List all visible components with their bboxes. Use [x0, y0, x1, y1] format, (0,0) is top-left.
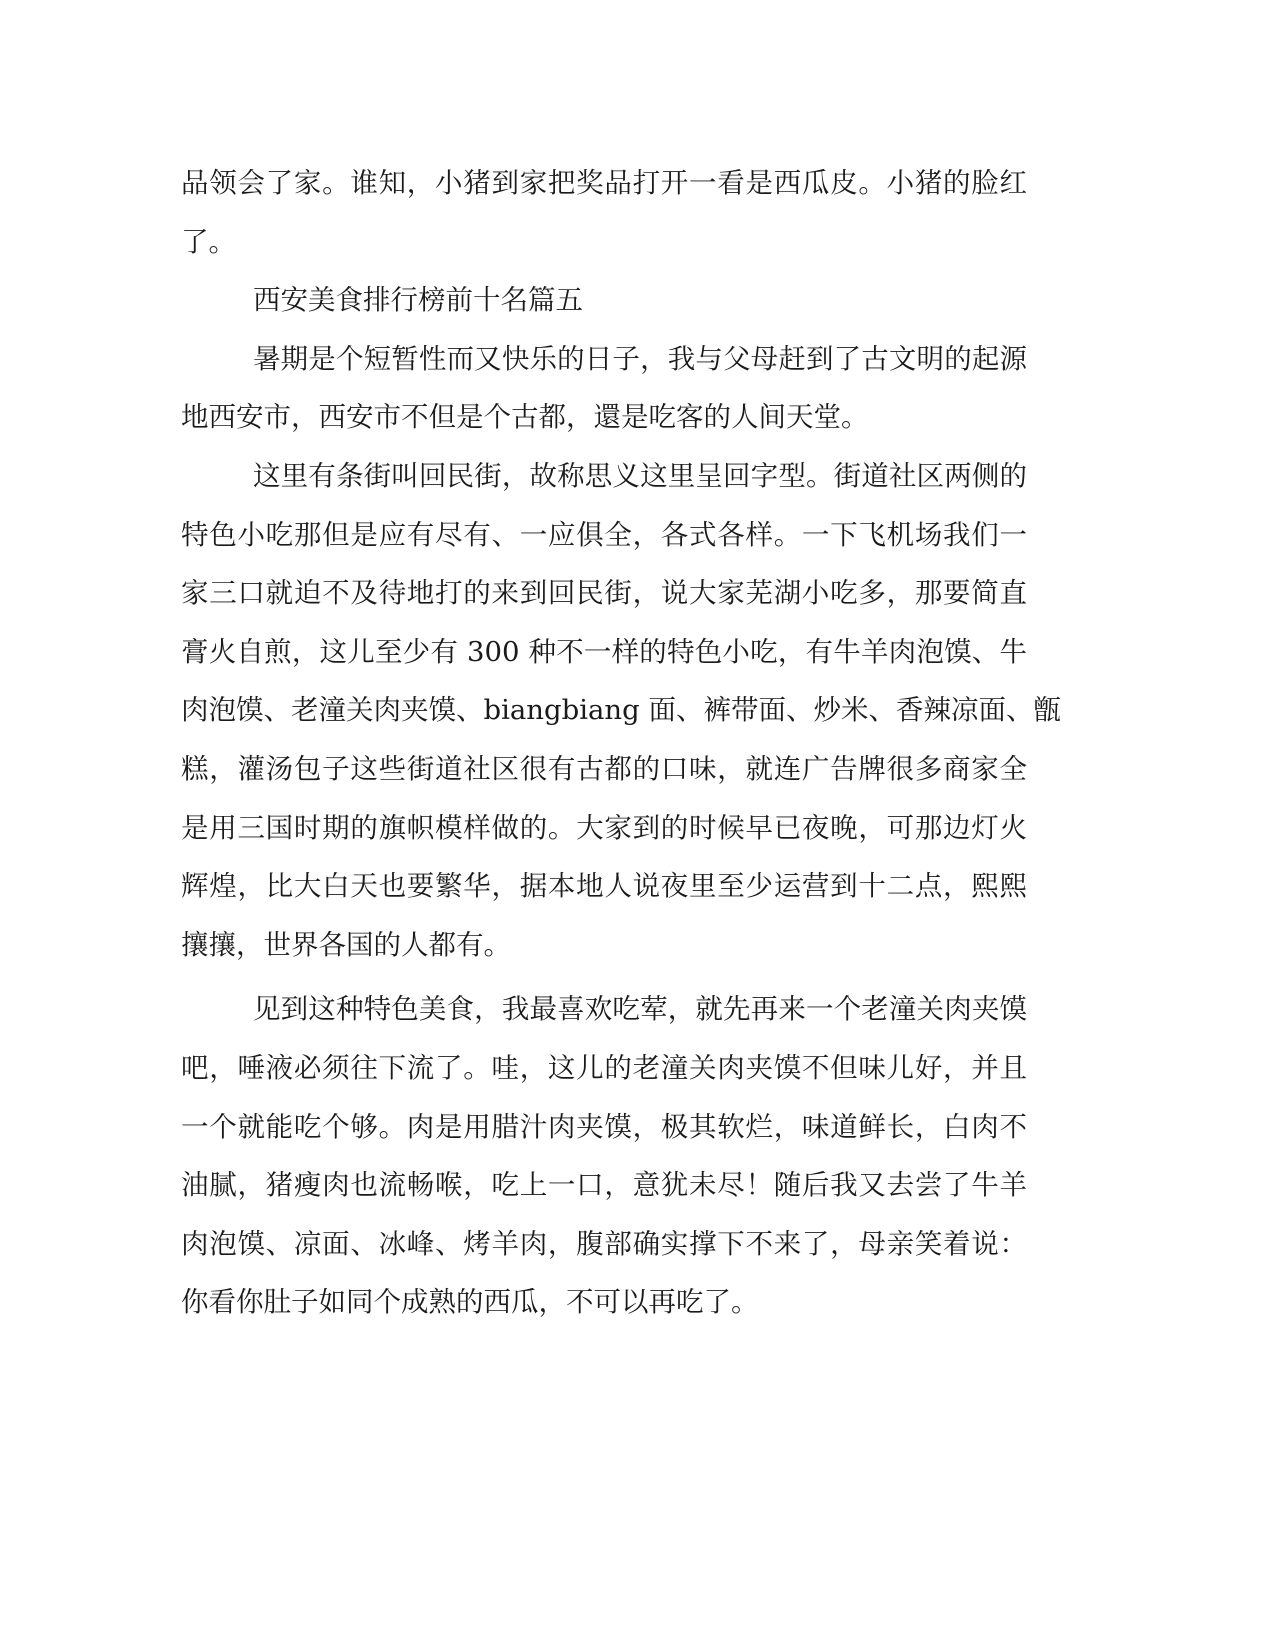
- paragraph-3: [181, 980, 1027, 1332]
- text-line: 了。: [181, 225, 236, 258]
- paragraph-1: [181, 330, 1027, 447]
- text-line: 你看你肚子如同个成熟的西瓜，不可以再吃了。: [181, 1286, 759, 1319]
- text-line: 辉煌，比大白天也要繁华，据本地人说夜里至少运营到十二点，熙熙: [181, 870, 1027, 903]
- text-line: 这里有条街叫回民街，故称思义这里呈回字型。街道社区两侧的: [253, 459, 1027, 492]
- text-line: 攘攘，世界各国的人都有。: [181, 928, 511, 961]
- text-line: 见到这种特色美食，我最喜欢吃荤，就先再来一个老潼关肉夹馍: [253, 993, 1027, 1026]
- paragraph-intro: [181, 154, 1027, 271]
- text-line: 是用三国时期的旗帜模样做的。大家到的时候早已夜晚，可那边灯火: [181, 811, 1027, 844]
- section-heading: 西安美食排行榜前十名篇五: [253, 284, 583, 317]
- text-line: 家三口就迫不及待地打的来到回民街，说大家芜湖小吃多，那要简直: [181, 577, 1027, 610]
- document-page: [181, 154, 1061, 1332]
- paragraph-2: [181, 447, 1061, 974]
- text-line: 品领会了家。谁知，小猪到家把奖品打开一看是西瓜皮。小猪的脸红: [181, 167, 1027, 199]
- text-line: 暑期是个短暂性而又快乐的日子，我与父母赶到了古文明的起源: [253, 342, 1027, 375]
- text-line: 油腻，猪瘦肉也流畅喉，吃上一口，意犹未尽！随后我又去尝了牛羊: [181, 1169, 1027, 1202]
- text-line: 肉泡馍、凉面、冰峰、烤羊肉，腹部确实撑下不来了，母亲笑着说：: [181, 1227, 1027, 1260]
- text-line: 地西安市，西安市不但是个古都，還是吃客的人间天堂。: [181, 401, 869, 434]
- text-line: 特色小吃那但是应有尽有、一应俱全，各式各样。一下飞机场我们一: [181, 518, 1027, 551]
- text-line: 膏火自煎，这儿至少有 300 种不一样的特色小吃，有牛羊肉泡馍、牛: [181, 635, 1027, 668]
- text-line: 肉泡馍、老潼关肉夹馍、biangbiang 面、裤带面、炒米、香辣凉面、甑: [181, 694, 1061, 727]
- text-line: 一个就能吃个够。肉是用腊汁肉夹馍，极其软烂，味道鲜长，白肉不: [181, 1110, 1027, 1143]
- text-line: 吧，唾液必须往下流了。哇，这儿的老潼关肉夹馍不但味儿好，并且: [181, 1051, 1027, 1084]
- text-line: 糕，灌汤包子这些街道社区很有古都的口味，就连广告牌很多商家全: [181, 752, 1027, 785]
